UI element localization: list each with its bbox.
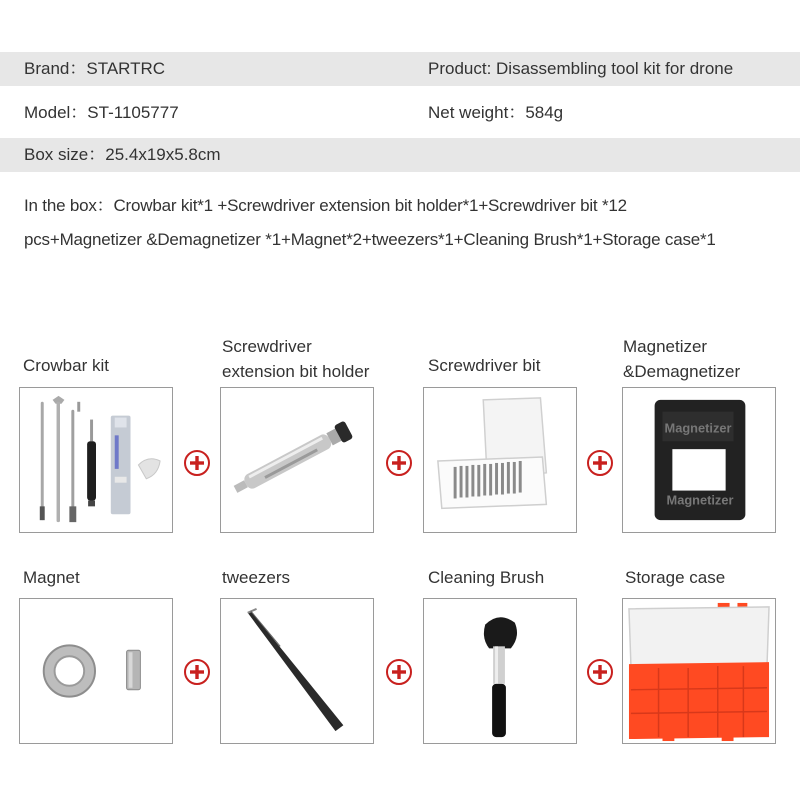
plus-icon <box>586 449 614 477</box>
spec-row-brand-product <box>0 52 800 86</box>
magnetizer-brand-bottom: Magnetizer <box>666 492 734 508</box>
in-the-box-text <box>24 189 794 257</box>
magnet-image <box>20 599 172 743</box>
item-label-line: tweezers <box>222 568 291 587</box>
item-label-line: Magnet <box>23 568 80 587</box>
item-label-line: Screwdriver bit <box>428 356 541 375</box>
spec-row-model-weight <box>0 96 800 130</box>
tile-cleaning-brush <box>423 598 577 744</box>
spec-row-box-size <box>0 138 800 172</box>
tile-magnetizer <box>622 387 776 533</box>
item-label-line: Storage case <box>625 568 726 587</box>
tile-tweezers <box>220 598 374 744</box>
screwdriver-holder-image <box>221 388 373 532</box>
magnetizer-brand-top: Magnetizer <box>664 420 732 436</box>
tile-magnet <box>19 598 173 744</box>
plus-icon <box>385 449 413 477</box>
item-label-magnet <box>23 565 80 590</box>
tweezers-image <box>221 599 373 743</box>
magnetizer-image <box>623 388 775 532</box>
item-label-crowbar-kit <box>23 353 109 378</box>
item-label-storage-case <box>625 565 725 590</box>
item-label-line: Crowbar kit <box>23 356 109 375</box>
in-the-box-line-2: pcs+Magnetizer &Demagnetizer *1+Magnet*2+tweezers*1+Cleaning Brush*1+Storage case*1 <box>24 230 716 249</box>
product-text: Product: Disassembling tool kit for drone <box>428 59 734 78</box>
tile-screwdriver-holder <box>220 387 374 533</box>
crowbar-kit-image <box>20 388 172 532</box>
item-label-screwdriver-bit <box>428 353 540 378</box>
tile-crowbar-kit <box>19 387 173 533</box>
box-size-text: Box size：25.4x19x5.8cm <box>24 145 221 164</box>
plus-icon <box>183 658 211 686</box>
item-label-line: Screwdriver <box>222 337 312 356</box>
item-label-line: Cleaning Brush <box>428 568 545 587</box>
model-text: Model：ST-1105777 <box>24 103 179 122</box>
item-label-magnetizer <box>623 334 740 384</box>
plus-icon <box>586 658 614 686</box>
brand-text: Brand：STARTRC <box>24 59 166 78</box>
item-label-cleaning-brush <box>428 565 544 590</box>
item-label-line: &Demagnetizer <box>623 362 741 381</box>
net-weight-text: Net weight：584g <box>428 103 564 122</box>
tile-screwdriver-bit <box>423 387 577 533</box>
in-the-box-line-1: In the box：Crowbar kit*1 +Screwdriver extension bit holder*1+Screwdriver bit *12 <box>24 196 627 215</box>
screwdriver-bit-box-image <box>424 388 576 532</box>
item-label-line: Magnetizer <box>623 337 708 356</box>
item-label-tweezers <box>222 565 290 590</box>
item-label-screwdriver-holder <box>222 334 369 384</box>
storage-case-image <box>623 599 775 743</box>
cleaning-brush-image <box>424 599 576 743</box>
plus-icon <box>385 658 413 686</box>
item-label-line: extension bit holder <box>222 362 370 381</box>
plus-icon <box>183 449 211 477</box>
tile-storage-case <box>622 598 776 744</box>
